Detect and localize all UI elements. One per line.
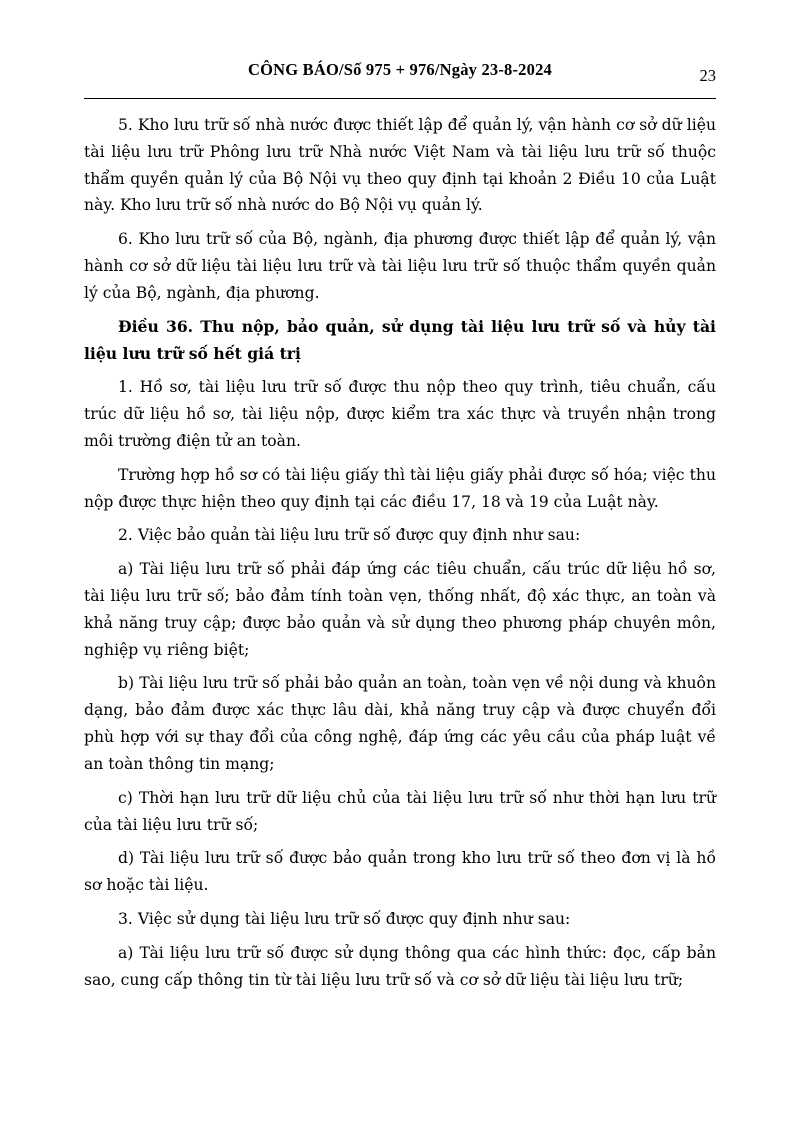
page-number: 23 <box>699 66 716 85</box>
paragraph-art36-clause-2-c: c) Thời hạn lưu trữ dữ liệu chủ của tài liệu lưu trữ số như thời hạn lưu trữ của tài liệu lưu trữ số; <box>84 788 716 834</box>
paragraph-art36-clause-2-b: b) Tài liệu lưu trữ số phải bảo quản an toàn, toàn vẹn về nội dung và khuôn dạng, bảo đảm được xác thực lâu dài, khả năng truy cập và được chuyển đổi phù hợp với sự thay đổi của công nghệ, đáp ứng các yêu cầu của pháp luật về an toàn thông tin mạng; <box>84 674 716 773</box>
paragraph-art36-clause-3: 3. Việc sử dụng tài liệu lưu trữ số được quy định như sau: <box>118 909 571 928</box>
page-header <box>84 60 716 86</box>
paragraph-art36-clause-2-d: d) Tài liệu lưu trữ số được bảo quản trong kho lưu trữ số theo đơn vị là hồ sơ hoặc tài liệu. <box>84 849 716 895</box>
article-36-heading: Điều 36. Thu nộp, bảo quản, sử dụng tài liệu lưu trữ số và hủy tài liệu lưu trữ số hết giá trị <box>84 316 716 363</box>
paragraph-clause-5: 5. Kho lưu trữ số nhà nước được thiết lập để quản lý, vận hành cơ sở dữ liệu tài liệu lưu trữ Phông lưu trữ Nhà nước Việt Nam và tài liệu lưu trữ số thuộc thẩm quyền quản lý của Bộ Nội vụ theo quy định tại khoản 2 Điều 10 của Luật này. Kho lưu trữ số nhà nước do Bộ Nội vụ quản lý. <box>84 116 716 215</box>
paragraph-art36-clause-1: 1. Hồ sơ, tài liệu lưu trữ số được thu nộp theo quy trình, tiêu chuẩn, cấu trúc dữ liệu hồ sơ, tài liệu nộp, được kiểm tra xác thực và truyền nhận trong môi trường điện tử an toàn. <box>84 378 716 450</box>
document-body <box>84 112 716 1000</box>
header-title: CÔNG BÁO/Số 975 + 976/Ngày 23-8-2024 <box>248 60 552 79</box>
paragraph-art36-clause-3-a: a) Tài liệu lưu trữ số được sử dụng thông qua các hình thức: đọc, cấp bản sao, cung cấp thông tin từ tài liệu lưu trữ số và cơ sở dữ liệu tài liệu lưu trữ; <box>84 943 716 989</box>
paragraph-clause-6: 6. Kho lưu trữ số của Bộ, ngành, địa phương được thiết lập để quản lý, vận hành cơ sở dữ liệu tài liệu lưu trữ và tài liệu lưu trữ số thuộc thẩm quyền quản lý của Bộ, ngành, địa phương. <box>84 230 716 302</box>
paragraph-art36-clause-2: 2. Việc bảo quản tài liệu lưu trữ số được quy định như sau: <box>118 526 581 545</box>
paragraph-art36-clause-2-a: a) Tài liệu lưu trữ số phải đáp ứng các tiêu chuẩn, cấu trúc dữ liệu hồ sơ, tài liệu lưu trữ số; bảo đảm tính toàn vẹn, thống nhất, độ xác thực, an toàn và khả năng truy cập; được bảo quản và sử dụng theo phương pháp chuyên môn, nghiệp vụ riêng biệt; <box>84 560 716 659</box>
paragraph-art36-clause-1-sub: Trường hợp hồ sơ có tài liệu giấy thì tài liệu giấy phải được số hóa; việc thu nộp được thực hiện theo quy định tại các điều 17, 18 và 19 của Luật này. <box>84 465 716 511</box>
header-divider <box>84 98 716 99</box>
